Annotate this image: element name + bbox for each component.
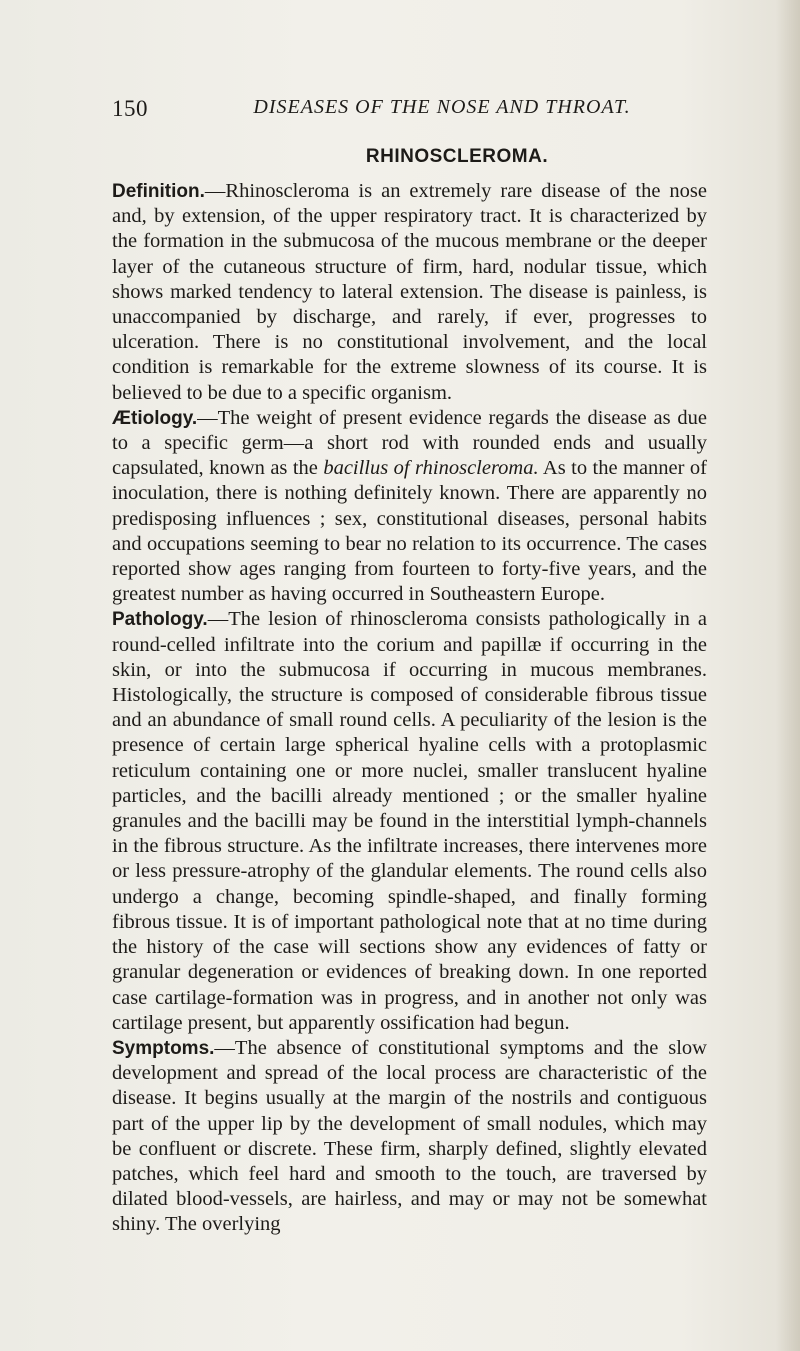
section-heading-aetiology: Ætiology.: [112, 407, 198, 429]
section-text-aetiology: —The weight of present evidence regards the disease as due to a specific germ—a short rod with rounded ends and usually capsulated, known as the: [112, 406, 707, 480]
section-text-symptoms: —The absence of constitutional symptoms and the slow development and spread of the local process are characteristic of the disease. It begins usually at the margin of the nostrils and contiguous part of the upper lip by the development of small nodules, which may be confluent or discrete. These firm, sharply defined, slightly elevated patches, which feel hard and smooth to the touch, are traversed by dilated blood-vessels, are hairless, and may or may not be somewhat shiny. The overlying: [112, 1036, 707, 1236]
page-number: 150: [112, 96, 148, 121]
paragraph-aetiology: [112, 406, 707, 608]
running-head: DISEASES OF THE NOSE AND THROAT.: [253, 96, 631, 118]
page-header: [112, 96, 722, 126]
section-heading-pathology: Pathology.: [112, 609, 208, 631]
paragraph-definition: [112, 179, 707, 406]
section-text-pathology: —The lesion of rhinoscleroma consists pathologically in a round-celled infiltrate into the corium and papillæ if occurring in the skin, or into the submucosa if occurring in mucous membranes. Histologically, the structure is composed of considerable fibrous tissue and an abundance of small round cells. A peculiarity of the lesion is the presence of certain large spherical hyaline cells with a protoplasmic reticulum containing one or more nuclei, smaller translucent hyaline particles, and the bacilli already mentioned ; or the smaller hyaline granules and the bacilli may be found in the interstitial lymph-channels in the fibrous structure. As the infiltrate increases, there intervenes more or less pressure-atrophy of the glandular elements. The round cells also undergo a change, becoming spindle-shaped, and finally forming fibrous tissue. It is of important pathological note that at no time during the history of the case will sections show any evidences of fatty or granular degeneration or evidences of breaking down. In one reported case cartilage-formation was in progress, and in another not only was cartilage present, but apparently ossification had begun.: [112, 608, 707, 1034]
paragraph-pathology: [112, 607, 707, 1035]
section-text-aetiology-italic: bacillus of rhinoscleroma.: [323, 457, 539, 480]
section-heading-definition: Definition.: [112, 181, 205, 202]
section-heading-symptoms: Symptoms.: [112, 1037, 215, 1059]
section-text-definition: —Rhinoscleroma is an extremely rare disease of the nose and, by extension, of the upper respiratory tract. It is characterized by the formation in the submucosa of the mucous membrane or the deeper layer of the cutaneous structure of firm, hard, nodular tissue, which shows marked tendency to lateral extension. The disease is painless, is unaccompanied by discharge, and rarely, if ever, progresses to ulceration. There is no constitutional involvement, and the local condition is remarkable for the extreme slowness of its course. It is believed to be due to a specific organism.: [112, 180, 707, 404]
paragraph-symptoms: [112, 1036, 707, 1238]
page-edge-shadow: [776, 0, 800, 1351]
body-text: [112, 179, 707, 1238]
chapter-title: RHINOSCLEROMA.: [365, 146, 549, 167]
section-text-aetiology-after: As to the manner of inoculation, there is nothing definitely known. There are apparently no predisposing influences ; sex, constitutional diseases, personal habits and occupations seeming to bear no relation to its occurrence. The cases reported show ages ranging from fourteen to forty-five years, and the greatest number as having occurred in Southeastern Europe.: [112, 457, 707, 606]
